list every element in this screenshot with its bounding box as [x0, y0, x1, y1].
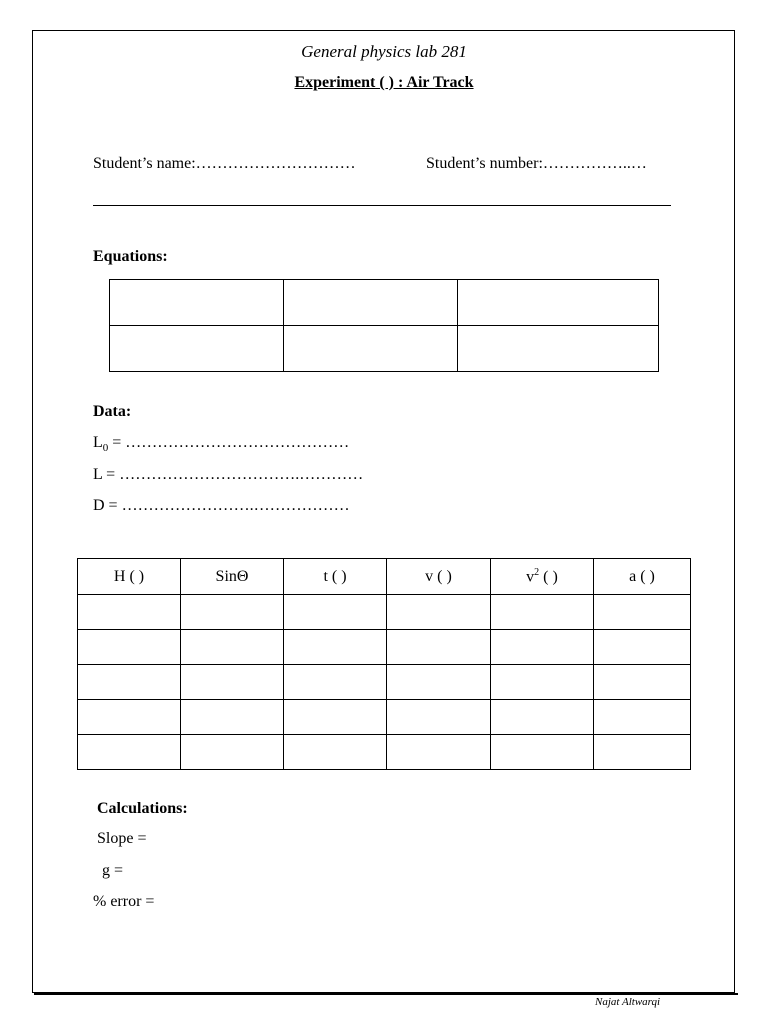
table-cell: [181, 735, 284, 770]
data-heading: Data:: [93, 403, 132, 420]
table-cell: [181, 700, 284, 735]
v2-unit: ( ): [539, 568, 558, 586]
equations-row: [110, 326, 659, 372]
table-row: [78, 630, 691, 665]
table-cell: [284, 665, 387, 700]
l0-symbol: L: [93, 434, 103, 451]
l0-blank: = ……………………………………: [108, 434, 350, 451]
calculations-heading: Calculations:: [97, 800, 188, 817]
table-cell: [387, 665, 491, 700]
table-row: [78, 595, 691, 630]
table-row: [78, 700, 691, 735]
header-t: t ( ): [284, 559, 387, 595]
table-cell: [284, 595, 387, 630]
equations-table: [109, 279, 659, 372]
l0-subscript: 0: [102, 442, 109, 455]
table-cell: [78, 595, 181, 630]
equation-cell: [110, 326, 284, 372]
course-title: General physics lab 281: [301, 42, 467, 61]
header-v-squared: [491, 559, 594, 595]
table-cell: [387, 735, 491, 770]
table-cell: [594, 665, 691, 700]
table-cell: [387, 595, 491, 630]
table-cell: [284, 700, 387, 735]
table-cell: [594, 700, 691, 735]
student-number-field: Student’s number:……………..…: [426, 155, 647, 172]
header-h: H ( ): [78, 559, 181, 595]
measurement-header-row: [78, 559, 691, 595]
measurement-table: [77, 558, 691, 770]
table-cell: [78, 665, 181, 700]
slope-line: Slope =: [97, 830, 147, 847]
equation-cell: [284, 326, 458, 372]
student-name-field: Student’s name:…………………………: [93, 155, 356, 172]
table-cell: [181, 595, 284, 630]
page-frame-shadow: [34, 993, 738, 995]
table-cell: [594, 735, 691, 770]
table-cell: [78, 700, 181, 735]
equation-cell: [458, 280, 659, 326]
table-cell: [78, 735, 181, 770]
header-sin-theta: SinΘ: [181, 559, 284, 595]
header-a: a ( ): [594, 559, 691, 595]
table-cell: [387, 700, 491, 735]
experiment-title-text: Experiment ( ) : Air Track: [294, 74, 474, 91]
g-line: g =: [102, 862, 124, 879]
table-cell: [594, 630, 691, 665]
table-cell: [491, 595, 594, 630]
table-row: [78, 735, 691, 770]
equation-cell: [110, 280, 284, 326]
table-cell: [594, 595, 691, 630]
v2-superscript: 2: [534, 566, 540, 578]
equations-heading: Equations:: [93, 248, 168, 265]
author-signature: Najat Altwarqi: [595, 996, 661, 1008]
equations-row: [110, 280, 659, 326]
table-cell: [491, 700, 594, 735]
table-row: [78, 665, 691, 700]
data-l0-line: [93, 434, 349, 454]
experiment-title: [0, 74, 768, 92]
table-cell: [181, 665, 284, 700]
table-cell: [78, 630, 181, 665]
v2-base: v: [526, 568, 535, 586]
separator-line: [93, 205, 671, 206]
table-cell: [491, 735, 594, 770]
table-cell: [491, 630, 594, 665]
equation-cell: [284, 280, 458, 326]
table-cell: [387, 630, 491, 665]
table-cell: [181, 630, 284, 665]
data-l-line: L = …………………………….…………: [93, 466, 364, 483]
equation-cell: [458, 326, 659, 372]
data-d-line: D = …………………….………………: [93, 497, 350, 514]
header-v: v ( ): [387, 559, 491, 595]
table-cell: [284, 735, 387, 770]
table-cell: [284, 630, 387, 665]
table-cell: [491, 665, 594, 700]
error-line: % error =: [93, 893, 155, 910]
